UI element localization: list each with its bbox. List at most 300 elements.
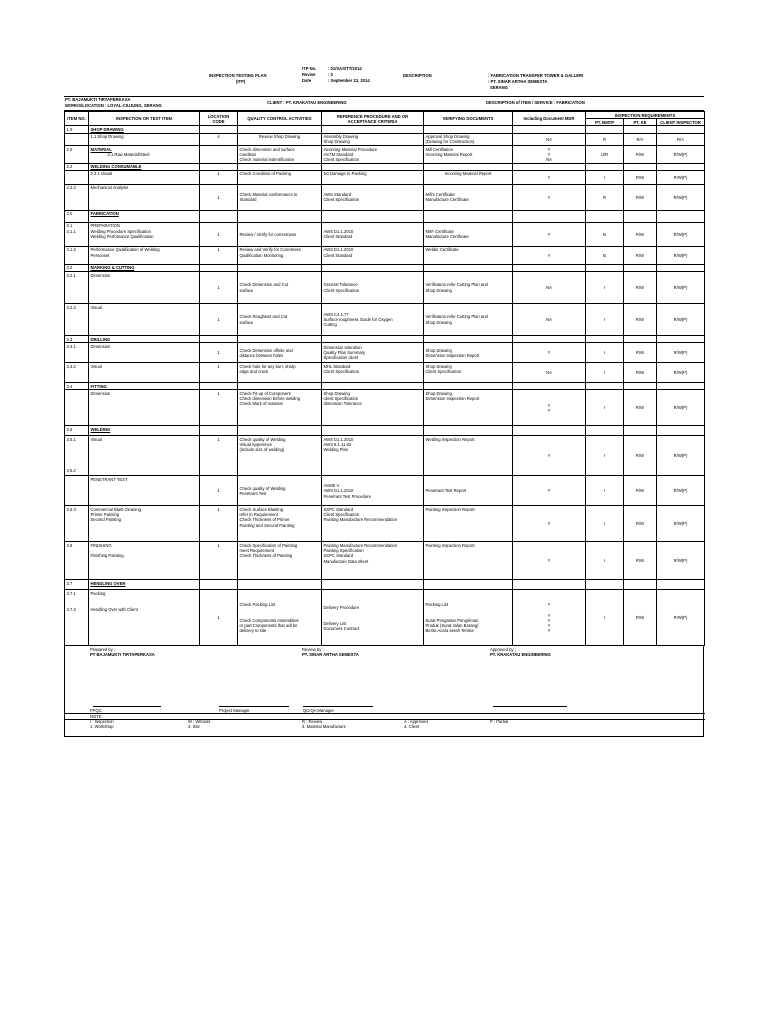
mdr-cell: Y (513, 542, 586, 580)
qc-activity-cell: Check Fit-up of Component Check dimension before welding Check Mark of material (238, 390, 322, 426)
reference-cell (322, 163, 424, 170)
bmtp-cell: B (586, 222, 624, 246)
location-code-cell: 1 (200, 506, 238, 542)
mdr-cell: NA (513, 272, 586, 304)
col-verifying: VERIFYING DOCUMENTS (424, 112, 513, 126)
inspection-item-cell (89, 390, 200, 426)
verifying-doc-cell: Painting Inspection Report (424, 506, 513, 542)
sub-item-no: 2.2.1 (90, 171, 100, 177)
date-value: : September 23, 2014 (328, 78, 370, 83)
bmtp-cell: I (586, 343, 624, 363)
col-requirements: INSPECTION REQUIREMENTS (586, 112, 705, 119)
inspection-item-text: FINISHING Finishing Painting (90, 542, 124, 559)
client-inspector-cell: R/W(P) (657, 343, 705, 363)
reference-cell: AWS Standard Client Specification (322, 184, 424, 210)
verifying-doc-cell: Welding Inspection Report (424, 436, 513, 476)
inspection-item-cell (89, 246, 200, 264)
client-inspector-cell (657, 383, 705, 390)
ke-cell (624, 336, 657, 343)
qc-activity-cell (238, 426, 322, 436)
revise-value: : 0 (328, 72, 333, 77)
mdr-cell (513, 264, 586, 271)
col-client-inspector: CLIENT INSPECTOR (657, 119, 705, 126)
table-row (65, 146, 705, 164)
location-code-cell (200, 163, 238, 170)
inspection-item-cell (89, 163, 200, 170)
qc-activity-cell: Check hole for any burr, sharp edge and crack (238, 363, 322, 383)
mdr-cell: Y Y Y Y Y (513, 590, 586, 646)
reference-cell: AWS D1.1.2010 Client Standard (322, 222, 424, 246)
verifying-doc-cell (424, 264, 513, 271)
ke-cell (624, 580, 657, 590)
verifying-doc-cell (424, 426, 513, 436)
legend-inspection: I : Inspection (90, 719, 114, 725)
location-code-cell: 1 (200, 170, 238, 184)
ke-cell: R/A (624, 133, 657, 145)
location-code-cell: 1 (200, 222, 238, 246)
verifying-doc-cell: Welder Certificate (424, 246, 513, 264)
itp-no-value: : 01/SAS/TT/2014 (328, 66, 362, 71)
client-inspector-cell (657, 163, 705, 170)
item-no-cell: 3.1 3.1.1 (65, 222, 89, 246)
qc-activity-cell (238, 126, 322, 133)
client-inspector-cell: R/W(P) (657, 184, 705, 210)
col-item-no: ITEM NO. (65, 112, 89, 126)
item-no-cell (65, 170, 89, 184)
table-row (65, 506, 705, 542)
reference-cell: AWS D1.1.2010 AWS 8.1.11.83 Welding Plan (322, 436, 424, 476)
mdr-cell: Y (513, 170, 586, 184)
mdr-cell: NA (513, 133, 586, 145)
verifying-doc-cell (424, 126, 513, 133)
inspection-item-text: Visual (90, 363, 102, 369)
location-code-cell: 1 (200, 363, 238, 383)
date-label: Date (302, 78, 312, 83)
ke-cell: R/W (624, 436, 657, 476)
client-inspector-cell: R/W(P) (657, 146, 705, 164)
client-inspector-cell: R/A (657, 133, 705, 145)
mdr-cell: NA (513, 304, 586, 336)
client-inspector-cell (657, 336, 705, 343)
location-code-cell: 1 (200, 436, 238, 476)
legend-workshop: 1. Workshop (90, 724, 114, 730)
ke-cell: R/W (624, 363, 657, 383)
ke-cell (624, 126, 657, 133)
verifying-doc-cell: Shop Drawing Dimension Inspection Report (424, 390, 513, 426)
item-no-cell: 1.0 (65, 126, 89, 133)
location-code-cell: 4 (200, 133, 238, 145)
verifying-doc-cell: Painting Inspection Report (424, 542, 513, 580)
bmtp-cell: R (586, 184, 624, 210)
bmtp-cell (586, 336, 624, 343)
sub-item-no: 1.1 (90, 134, 97, 140)
location-code-cell: 1 (200, 476, 238, 506)
note-label: NOTE (90, 713, 102, 719)
location-code-cell (200, 336, 238, 343)
client-inspector-cell: R/W(P) (657, 436, 705, 476)
inspection-item-cell (89, 363, 200, 383)
qc-activity-cell: Check Roughess and Cut surface (238, 304, 322, 336)
table-row (65, 264, 705, 271)
bmtp-cell: I (586, 590, 624, 646)
bmtp-cell (586, 426, 624, 436)
mdr-cell: Y Y NA (513, 146, 586, 164)
legend-client: 4. Client (404, 724, 420, 730)
qc-activity-cell: Review and Verify for Corretness Qualification Monitoring (238, 246, 322, 264)
inspection-item-text: WELDING CONSUMABLE (90, 164, 142, 170)
inspection-item-cell (89, 506, 200, 542)
location-code-cell: 1 (200, 184, 238, 210)
verifying-doc-cell (424, 210, 513, 222)
item-no-cell (65, 390, 89, 426)
mdr-cell: Y (513, 184, 586, 210)
verifying-doc-cell: Verification refer Cutting Plan and Shop Drawing (424, 272, 513, 304)
table-row (65, 246, 705, 264)
item-no-cell: 3.3.2 (65, 363, 89, 383)
table-row (65, 390, 705, 426)
works-row (64, 97, 704, 111)
client-inspector-cell (657, 210, 705, 222)
col-mdr: Including Document MDR (513, 112, 586, 126)
qc-activity-cell: Review / Verify for correctness (238, 222, 322, 246)
inspection-item-text: Dimension (90, 343, 111, 349)
client-name: CLIENT : PT. KRAKATAU ENGINEERING (267, 99, 347, 105)
reference-cell (322, 580, 424, 590)
location-code-cell: 1 (200, 542, 238, 580)
inspection-item-text: Commercial Blast Cleaning Primer Painting Second Painting (90, 506, 142, 523)
ke-cell: R/W (624, 146, 657, 164)
inspection-item-cell (89, 272, 200, 304)
legend-site: 2. Site (188, 724, 200, 730)
location-code-cell: 1 (200, 272, 238, 304)
table-row (65, 184, 705, 210)
location-code-cell (200, 210, 238, 222)
verifying-doc-cell: Penetrant Test Report (424, 476, 513, 506)
legend-witness: W : Witness (188, 719, 211, 725)
verifying-doc-cell: Mill Certifiation Incoming Material Report (424, 146, 513, 164)
prepared-company: PT BAJAMUKTI TIRTAPERKASA (90, 652, 155, 658)
review-label: Review by : (302, 647, 324, 653)
ke-cell (624, 264, 657, 271)
mdr-cell: Y (513, 506, 586, 542)
inspection-item-cell (89, 184, 200, 210)
signature-line-3 (303, 706, 373, 707)
inspection-item-cell (89, 580, 200, 590)
legend-review: R : Review (302, 719, 323, 725)
col-reference: REFERENCE PROCEDURE AND OR ACCEPTANCE CRITERIA (322, 112, 424, 126)
qc-activity-cell (238, 580, 322, 590)
location-code-cell: 1 (200, 343, 238, 363)
item-no-cell: 3.5.3 (65, 506, 89, 542)
item-no-cell: 3.5 (65, 426, 89, 436)
inspection-item-text: Dimension (90, 272, 111, 278)
inspection-item-cell (89, 336, 200, 343)
inspection-item-cell (89, 343, 200, 363)
sig-qc-qa-manager: QC/QA Manager (303, 708, 334, 714)
bmtp-cell (586, 383, 624, 390)
reference-cell (322, 426, 424, 436)
qc-activity-cell: Check dimension and surface condition Check material indentification (238, 146, 322, 164)
bmtp-cell: I (586, 170, 624, 184)
bmtp-cell: I (586, 272, 624, 304)
qc-activity-cell: Check Material conformance to Standard (238, 184, 322, 210)
works-location: WORKS/LOCATION : LOYAL-CIUJUNG, SERANG (65, 102, 162, 108)
signature-line-1 (93, 706, 161, 707)
inspection-item-text: Visual (90, 436, 102, 442)
client-inspector-cell: R/W(P) (657, 170, 705, 184)
mdr-cell (513, 383, 586, 390)
sig-fpqc: FPQC (90, 708, 102, 714)
client-inspector-cell (657, 426, 705, 436)
bmtp-cell: R (586, 133, 624, 145)
reference-cell: Assembly Drawing Shop Drawing (322, 133, 424, 145)
bmtp-cell: U/R (586, 146, 624, 164)
works-company: PT. BAJAMUKTI TIRTAPERKASA (65, 97, 131, 102)
col-bmtp: PT. BMTP (586, 119, 624, 126)
table-row (65, 436, 705, 476)
qc-activity-cell (238, 163, 322, 170)
item-no-cell: 3.2 (65, 264, 89, 271)
client-inspector-cell (657, 126, 705, 133)
reference-cell (322, 126, 424, 133)
table-row (65, 336, 705, 343)
inspection-item-text: Visual (90, 304, 102, 310)
client-inspector-cell: R/W(P) (657, 272, 705, 304)
table-row (65, 126, 705, 133)
inspection-item-cell (89, 146, 200, 164)
reference-cell: ASME V AWS D1.1.2010 Penetrant Test Procedure (322, 476, 424, 506)
inspection-item-text: PREPARATION Welding Procedure Specification Welding Perfomance Qualification (90, 223, 154, 239)
inspection-item-cell (89, 436, 200, 476)
reference-cell (322, 336, 424, 343)
table-row (65, 590, 705, 646)
table-row (65, 133, 705, 145)
col-location-code: LOCATION CODE (200, 112, 238, 126)
bmtp-cell (586, 210, 624, 222)
item-no-cell: 3.7 (65, 580, 89, 590)
item-no-cell: 3.4 (65, 383, 89, 390)
inspection-item-text: Shop Drawing (97, 134, 124, 140)
inspection-item-text: Visual (100, 171, 113, 177)
inspection-item-cell (89, 542, 200, 580)
ke-cell: R/W (624, 222, 657, 246)
ke-cell: R/W (624, 184, 657, 210)
legend-approved: A : Approved (404, 719, 428, 725)
reference-cell: Painting Manufacture Recommendation Painting Specification SSPC Standard Manufacture Data sheet (322, 542, 424, 580)
client-inspector-cell: R/W(P) (657, 222, 705, 246)
table-row (65, 383, 705, 390)
verifying-doc-cell: Verification refer Cutting Plan and Shop Drawing (424, 304, 513, 336)
inspection-item-text: MATERIAL (90, 146, 112, 152)
bmtp-cell: I (586, 363, 624, 383)
verifying-doc-cell: Shop Drawing Dimension Inspection Report (424, 343, 513, 363)
inspection-item-cell (89, 126, 200, 133)
inspection-item-text: FABRICATION (90, 211, 119, 217)
itp-rows (65, 126, 705, 646)
reference-cell: AWS C4.1.77 Surface roughness Guide for Oxygen Cutting (322, 304, 424, 336)
item-no-cell: 3.0 (65, 210, 89, 222)
approved-label: Approved by : (490, 647, 516, 653)
verifying-doc-cell (424, 580, 513, 590)
ke-cell (624, 163, 657, 170)
table-row (65, 343, 705, 363)
mdr-cell: Y (513, 246, 586, 264)
mdr-cell (513, 336, 586, 343)
client-inspector-cell (657, 580, 705, 590)
ke-cell (624, 426, 657, 436)
inspection-item-cell (89, 426, 200, 436)
verifying-doc-cell: MIIF Certificate Manufacture Certificate (424, 222, 513, 246)
verifying-doc-cell: Mill's Certificate Manufacture Certificate (424, 184, 513, 210)
reference-cell: MHL Standard Client Specification (322, 363, 424, 383)
item-no-cell: 2.2.2 (65, 184, 89, 210)
item-no-cell: 3.2.1 (65, 272, 89, 304)
location-code-cell (200, 580, 238, 590)
mdr-cell: Y (513, 343, 586, 363)
verifying-doc-cell: Packing List Surat Pengantar Pengiriman Produk (Surat Jalan Barang) Berita Acara serah Terima (424, 590, 513, 646)
doc-title: INSPECTION TESTING PLAN (209, 73, 267, 78)
reference-cell: No Damage to Packing (322, 170, 424, 184)
item-no-cell: 3.3 (65, 336, 89, 343)
note-divider (65, 713, 705, 714)
reference-cell: SSPC Standard Client Specification Painting Manufacture Recommendation (322, 506, 424, 542)
legend-material-manufacture: 3. Material Manufacture (302, 724, 346, 730)
description-value: : FABRICATION TRANSFER TOWER & GALLERI (488, 73, 584, 78)
bmtp-cell: I (586, 304, 624, 336)
legend-partial: P : Partial (490, 719, 509, 725)
qc-activity-cell: Check Dimension and Cut surface (238, 272, 322, 304)
mdr-cell: Y (513, 436, 586, 476)
itp-sheet (64, 64, 704, 737)
mdr-cell: Y (513, 222, 586, 246)
table-row (65, 542, 705, 580)
ke-cell: R/W (624, 272, 657, 304)
location-code-cell: 1 (200, 590, 238, 646)
client-inspector-cell: R/W(P) (657, 590, 705, 646)
qc-activity-cell: Check Condition of Packing (238, 170, 322, 184)
inspection-item-text: Dimension (90, 390, 111, 396)
verifying-doc-cell: Incoming Material Report (424, 170, 513, 184)
client-inspector-cell: R/W(P) (657, 506, 705, 542)
reference-cell: AWS D1.1.2010 Client Standard (322, 246, 424, 264)
location-code-cell (200, 126, 238, 133)
reference-cell: Delivery Procedure Delivery List Document Contract (322, 590, 424, 646)
table-row (65, 210, 705, 222)
qc-activity-cell: Check Dimension offsite and distance between holes (238, 343, 322, 363)
location-code-cell: 1 (200, 304, 238, 336)
sub-item-no: 2.1 (107, 151, 114, 157)
location-code-cell: 1 (200, 246, 238, 264)
inspection-item-cell (89, 264, 200, 271)
ke-cell: R/W (624, 304, 657, 336)
client-inspector-cell: R/W(P) (657, 542, 705, 580)
description-label: DESCRIPTION (403, 73, 432, 78)
mdr-cell (513, 580, 586, 590)
location-code-cell (200, 146, 238, 164)
doc-subtitle: (ITP) (236, 79, 246, 84)
item-no-cell: 3.5.1 3.5.2 (65, 436, 89, 476)
table-row (65, 222, 705, 246)
mdr-cell: Y Y (513, 390, 586, 426)
signature-line-2 (219, 706, 289, 707)
qc-activity-cell: Check Specification of Painting meet Requirement Check Thickness of Painting (238, 542, 322, 580)
location-value: SERANG (490, 85, 508, 90)
prepared-label: Prepared by : (90, 647, 116, 653)
signature-line-4 (493, 706, 567, 707)
signature-footer (64, 646, 704, 737)
item-no-cell: 3.6 (65, 542, 89, 580)
client-inspector-cell: R/W(P) (657, 390, 705, 426)
item-no-cell (65, 476, 89, 506)
inspection-item-cell (89, 133, 200, 145)
mdr-cell (513, 126, 586, 133)
inspection-item-text: PENETRANT TEST (90, 476, 128, 482)
ke-cell: R/W (624, 476, 657, 506)
inspection-item-text: Mechanical Analysis (90, 185, 129, 191)
reference-cell: Dimension toleration Quality Plan Summary Specification client (322, 343, 424, 363)
client-inspector-cell: R/W(P) (657, 246, 705, 264)
client-inspector-cell: R/W(P) (657, 304, 705, 336)
client-inspector-cell: R/W(P) (657, 363, 705, 383)
ke-cell (624, 210, 657, 222)
inspection-item-cell (89, 476, 200, 506)
reference-cell: Incoming Material Procedure ASTM Standard Client Specification (322, 146, 424, 164)
ke-cell (624, 383, 657, 390)
ke-cell: R/W (624, 390, 657, 426)
qc-activity-cell: Review Shop Drawing (238, 133, 322, 145)
ke-cell: R/W (624, 590, 657, 646)
qc-activity-cell: Check quality of Welding Penetrant Test (238, 476, 322, 506)
mdr-cell: Y (513, 476, 586, 506)
ke-cell: R/W (624, 170, 657, 184)
bmtp-cell (586, 126, 624, 133)
item-description: DESCRIPTION of ITEM / SERVICE : FABRICATION (486, 99, 585, 105)
qc-activity-cell: Check Surface Blasting refer to Requirement Check Thickness of Primer Painting and Second Painting (238, 506, 322, 542)
bmtp-cell: I (586, 476, 624, 506)
item-no-cell: 3.1.2 (65, 246, 89, 264)
revise-label: Revise (302, 72, 316, 77)
verifying-doc-cell (424, 336, 513, 343)
inspection-item-cell (89, 383, 200, 390)
location-code-cell (200, 426, 238, 436)
mdr-cell (513, 426, 586, 436)
ke-cell: R/W (624, 506, 657, 542)
verifying-doc-cell: Shop Drawing Client Specification (424, 363, 513, 383)
client-inspector-cell: R/W(P) (657, 476, 705, 506)
legend-divider (65, 719, 705, 720)
bmtp-cell (586, 264, 624, 271)
location-code-cell: 1 (200, 390, 238, 426)
table-row (65, 163, 705, 170)
itp-no-label: ITP No. (302, 66, 317, 71)
sig-project-manager: Project Manager (219, 708, 250, 714)
col-inspection: INSPECTION OR TEST ITEM (89, 112, 200, 126)
reference-cell: General Tolerance Client Specification (322, 272, 424, 304)
table-row (65, 272, 705, 304)
ke-cell: R/W (624, 343, 657, 363)
inspection-item-text: Performance Qualification of Welding Personnel (90, 247, 160, 258)
mdr-cell: NA (513, 363, 586, 383)
qc-activity-cell (238, 336, 322, 343)
item-no-cell: 3.3.1 (65, 343, 89, 363)
inspection-item-text: Packing Hendling Over with Client (90, 590, 138, 612)
col-qc: QUALITY CONTROL ACTIVITIES (238, 112, 322, 126)
table-row (65, 426, 705, 436)
qc-activity-cell (238, 264, 322, 271)
inspection-item-text: WELDING (90, 426, 111, 432)
qc-activity-cell: Check Packing List Check Components Assemblies or part Components that will be delivery to site (238, 590, 322, 646)
bmtp-cell: B (586, 246, 624, 264)
